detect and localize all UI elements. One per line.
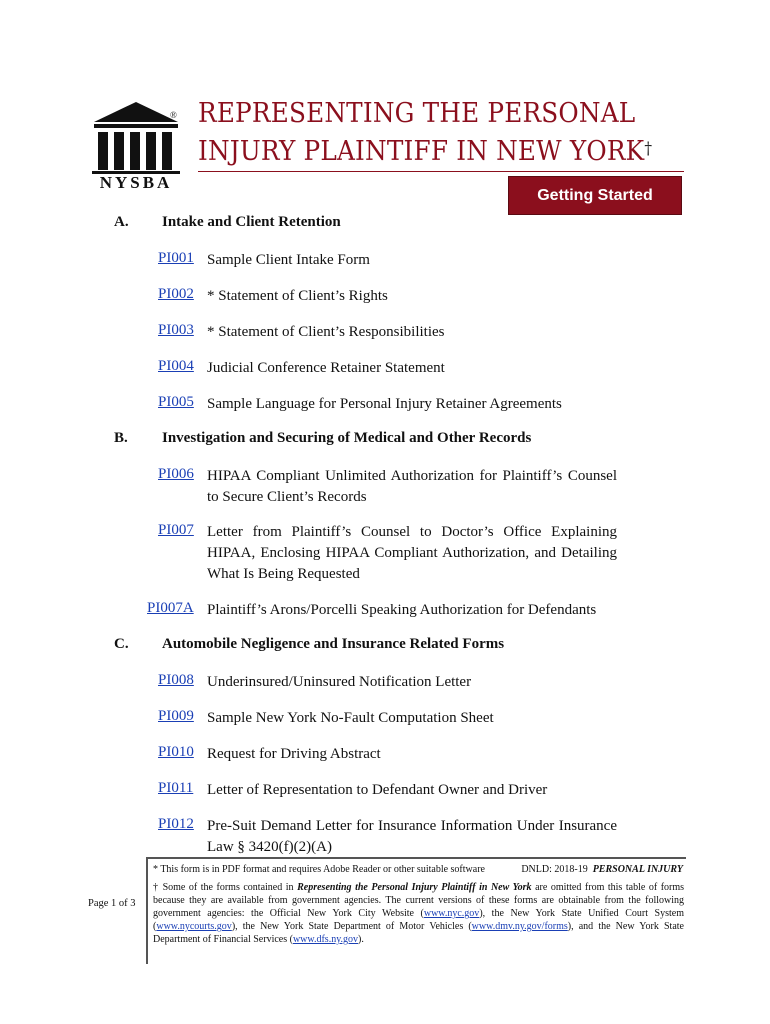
dnld-title: PERSONAL INJURY [592, 864, 683, 875]
form-link-pi005[interactable]: PI005 [158, 394, 194, 410]
title-line-2 [198, 132, 666, 170]
footnote-book-title: Representing the Personal Injury Plaintiff in New York [297, 882, 532, 893]
footnote-pdf [153, 864, 683, 875]
form-desc-pi001: Sample Client Intake Form [207, 252, 370, 268]
footer-rule [146, 857, 686, 859]
logo-text: NYSBA [99, 173, 173, 192]
section-a-title: Intake and Client Retention [162, 214, 341, 230]
form-desc-pi005: Sample Language for Personal Injury Retainer Agreements [207, 396, 562, 412]
form-desc-pi002: * Statement of Client’s Rights [207, 288, 388, 304]
form-desc-pi006: HIPAA Compliant Unlimited Authorization for Plaintiff’s Counsel to Secure Client’s Records [207, 468, 617, 505]
footnote-omitted-forms [153, 881, 684, 946]
section-c-title: Automobile Negligence and Insurance Related Forms [162, 636, 505, 652]
link-nycourts-gov[interactable]: www.nycourts.gov [156, 921, 232, 932]
form-link-pi002[interactable]: PI002 [158, 286, 194, 302]
form-link-pi007[interactable]: PI007 [158, 522, 194, 538]
page-number: Page 1 of 3 [88, 898, 136, 909]
title-rule [198, 171, 684, 172]
form-link-pi008[interactable]: PI008 [158, 672, 194, 688]
dagger-mark: † [644, 139, 653, 159]
footnote-text-c: ), the New York State Unified Court System ( [153, 908, 684, 932]
form-desc-pi010: Request for Driving Abstract [207, 746, 381, 762]
footnote-text-f: ). [358, 934, 364, 945]
form-desc-pi007a: Plaintiff’s Arons/Porcelli Speaking Authorization for Defendants [207, 602, 597, 618]
registered-mark: ® [170, 110, 177, 120]
link-dfs-ny-gov[interactable]: www.dfs.ny.gov [292, 934, 359, 945]
dnld-code: DNLD: 2018-19 [521, 864, 588, 875]
form-desc-pi003: * Statement of Client’s Responsibilities [207, 324, 445, 340]
link-dmv-forms[interactable]: www.dmv.ny.gov/forms [471, 921, 568, 932]
footnote-text-d: ), the New York State Department of Motor Vehicles ( [231, 921, 472, 932]
footer-divider [146, 857, 148, 964]
form-desc-pi011: Letter of Representation to Defendant Owner and Driver [207, 782, 548, 798]
link-nyc-gov[interactable]: www.nyc.gov [423, 908, 480, 919]
form-link-pi003[interactable]: PI003 [158, 322, 194, 338]
section-b-title: Investigation and Securing of Medical and Other Records [162, 430, 532, 446]
form-link-pi004[interactable]: PI004 [158, 358, 194, 374]
section-b-letter: B. [114, 430, 128, 446]
form-link-pi006[interactable]: PI006 [158, 466, 194, 482]
section-c-letter: C. [114, 636, 129, 652]
form-desc-pi009: Sample New York No-Fault Computation Sheet [207, 710, 494, 726]
form-link-pi007a[interactable]: PI007A [147, 600, 194, 616]
form-link-pi001[interactable]: PI001 [158, 250, 194, 266]
form-link-pi011[interactable]: PI011 [158, 780, 194, 796]
title-line-2-text: INJURY PLAINTIFF IN NEW YORK [198, 135, 645, 167]
footnote-pdf-text: * This form is in PDF format and requires Adobe Reader or other suitable software [153, 864, 485, 875]
page-title [198, 94, 666, 170]
form-desc-pi008: Underinsured/Uninsured Notification Letter [207, 674, 472, 690]
form-link-pi012[interactable]: PI012 [158, 816, 194, 832]
dnld-label [521, 864, 683, 875]
footnote-text-b: are omitted from this table of forms because they are available from government agencies. The current versions of these forms are obtainable from the following government agencies: the Official New York City Website ( [153, 882, 685, 919]
section-a-letter: A. [114, 214, 129, 230]
title-line-1: REPRESENTING THE PERSONAL [198, 97, 636, 129]
form-desc-pi007: Letter from Plaintiff’s Counsel to Doctor’s Office Explaining HIPAA, Enclosing HIPAA Compliant Authorization, and Detailing What Is Being Requested [207, 524, 617, 582]
form-link-pi009[interactable]: PI009 [158, 708, 194, 724]
getting-started-badge: Getting Started [508, 176, 682, 215]
form-link-pi010[interactable]: PI010 [158, 744, 194, 760]
form-desc-pi004: Judicial Conference Retainer Statement [207, 360, 445, 376]
footnote-text-e: ), and the New York State Department of Financial Services ( [153, 921, 684, 945]
form-desc-pi012: Pre-Suit Demand Letter for Insurance Information Under Insurance Law § 3420(f)(2)(A) [207, 818, 617, 855]
footnote-text-a: † Some of the forms contained in [153, 882, 294, 893]
